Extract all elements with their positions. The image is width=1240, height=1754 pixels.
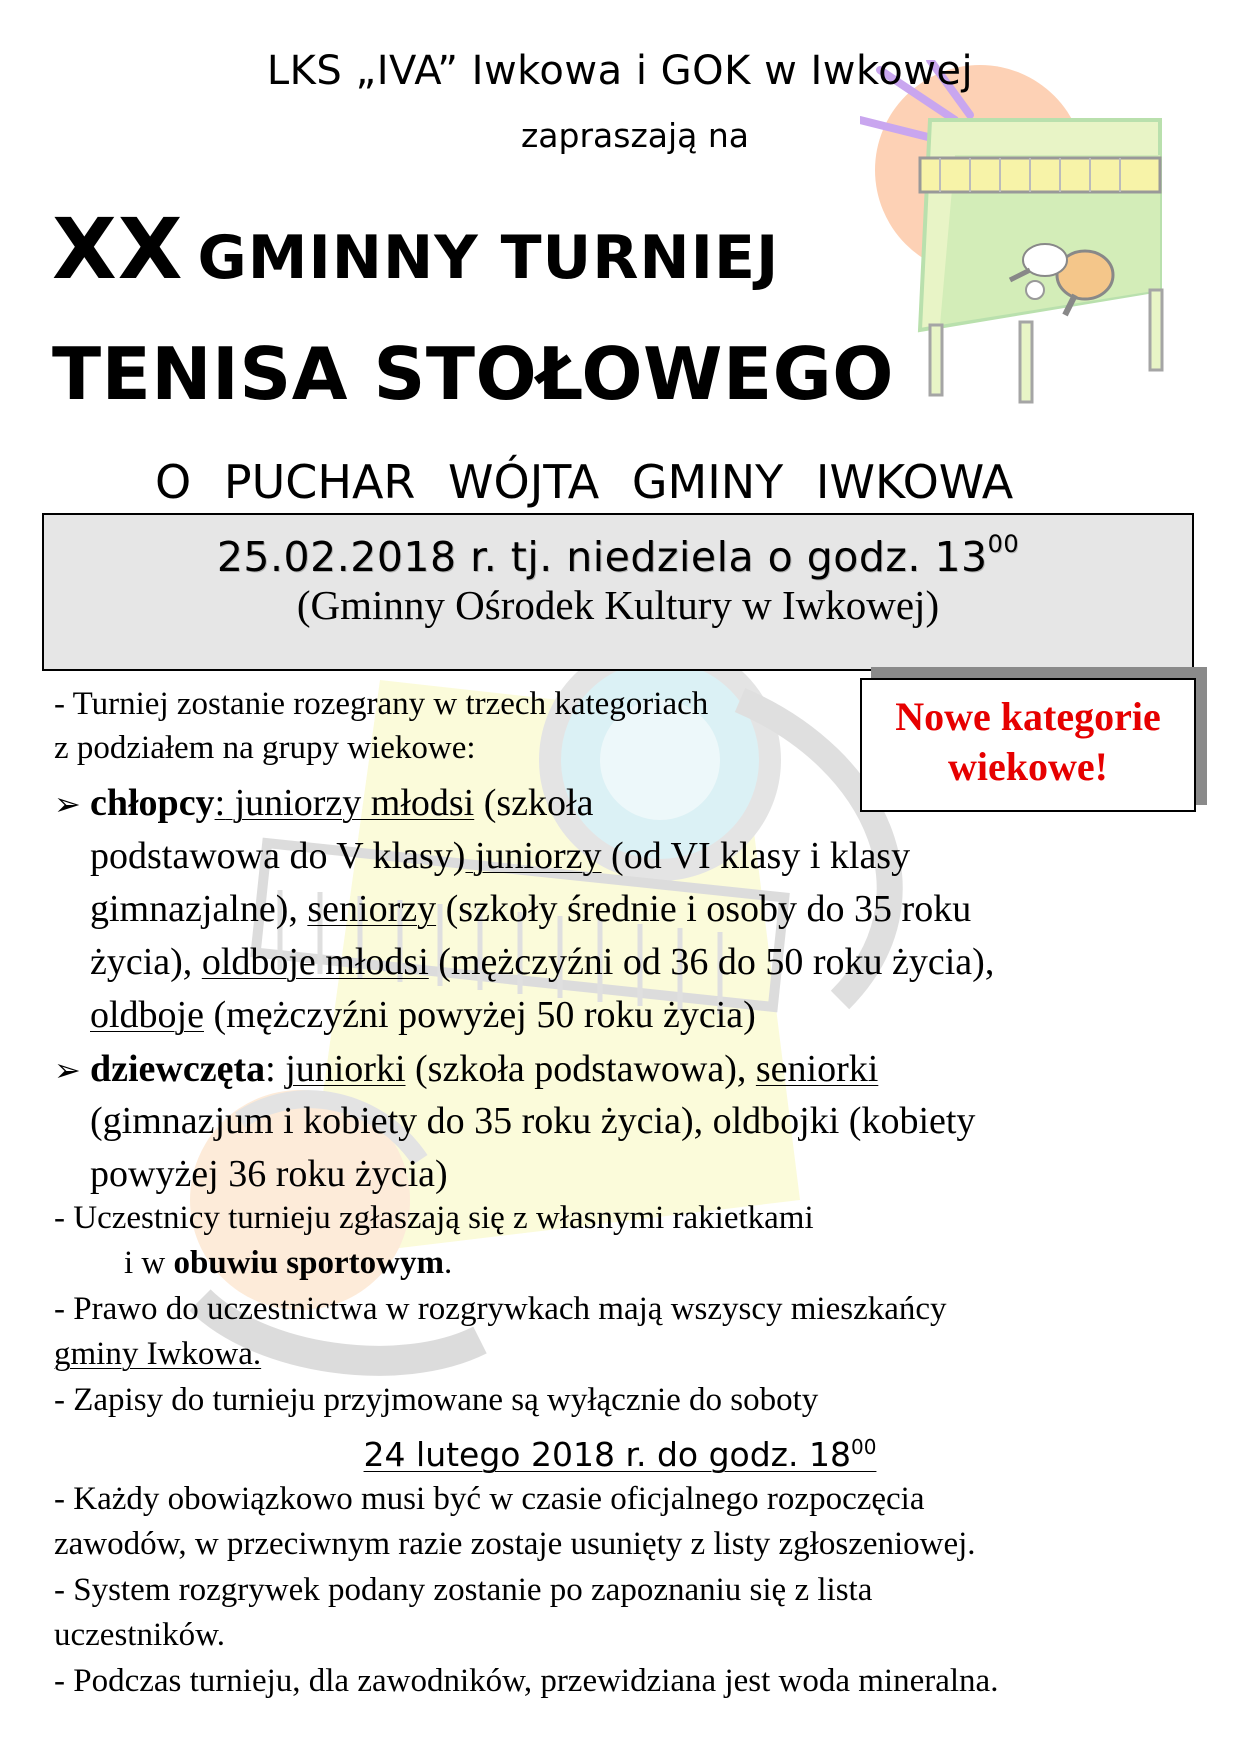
eligibility-line2: gminy Iwkowa. [54,1336,262,1372]
girls-line3: powyżej 36 roku życia) [90,1153,448,1195]
registration-deadline [0,1435,1240,1474]
event-venue: (Gminny Ośrodek Kultury w Iwkowej) [296,582,940,628]
title-edition-number: XX [52,200,184,298]
deadline-text: 24 lutego 2018 r. do godz. $18^{00}$ [363,1435,877,1474]
deadline-minutes: 00 [850,1435,877,1459]
title-text-line2: TENISA STOŁOWEGO [52,332,894,416]
title-text-line1: GMINNY TURNIEJ [197,223,780,293]
category-seniors-girls: seniorki [755,1048,879,1090]
category-juniors-young: juniorzy młodsi [225,782,475,824]
boys-line5: oldboje (mężczyźni powyżej 50 roku życia) [90,994,756,1036]
category-juniors: juniorzy [465,835,602,877]
equipment-line2: i w obuwiu sportowym. [124,1245,453,1281]
organizers-line: LKS „IVA” Iwkowa i GOK w Iwkowej [266,48,974,94]
equipment-line1: - Uczestnicy turnieju zgłaszają się z własnymi rakietkami [54,1200,814,1236]
category-oldboys: oldboje [90,994,204,1036]
boys-categories: ➢ chłopcy: juniorzy młodsi (szkoła [54,776,593,831]
event-date [44,530,1192,581]
callout-line1: Nowe kategorie [895,694,1161,739]
registration-line: - Zapisy do turnieju przyjmowane są wyłącznie do soboty [54,1382,819,1418]
date-venue-box [42,513,1194,671]
page-title [52,200,779,298]
sport-shoes-emphasis: obuwiu sportowym [173,1245,444,1281]
subtitle-cup: O PUCHAR WÓJTA GMINY IWKOWA [155,455,1014,509]
category-juniors-girls: juniorki [285,1048,406,1090]
attendance-line2: zawodów, w przeciwnym razie zostaje usunięty z listy zgłoszeniowej. [54,1526,976,1562]
category-oldboys-young: oldboje młodsi [201,941,429,983]
system-line1: - System rozgrywek podany zostanie po zapoznaniu się z lista [54,1572,873,1608]
eligibility-line1: - Prawo do uczestnictwa w rozgrywkach mają wszyscy mieszkańcy [54,1291,947,1327]
attendance-line1: - Każdy obowiązkowo musi być w czasie oficjalnego rozpoczęcia [54,1481,925,1517]
callout-line2: wiekowe! [948,744,1108,789]
event-time-minutes: 00 [987,530,1020,559]
rules-intro-line1: - Turniej zostanie rozegrany w trzech kategoriach [54,686,709,722]
girls-line2: (gimnazjum i kobiety do 35 roku życia), oldbojki (kobiety [90,1100,976,1142]
boys-line2: podstawowa do V klasy) juniorzy (od VI klasy i klasy [90,835,911,877]
boys-line3: gimnazjalne), seniorzy (szkoły średnie i osoby do 35 roku [90,888,972,930]
arrow-bullet-icon: ➢ [54,1051,81,1089]
invite-line: zapraszają na [520,116,750,155]
water-line: - Podczas turnieju, dla zawodników, przewidziana jest woda mineralna. [54,1663,999,1699]
boys-line4: życia), oldboje młodsi (mężczyźni od 36 do 50 roku życia), [90,941,995,983]
event-date-text: 25.02.2018 r. tj. niedziela o godz. 13 [216,533,988,581]
girls-label: dziewczęta [90,1048,266,1090]
category-seniors: seniorzy [307,888,437,930]
system-line2: uczestników. [54,1617,226,1653]
girls-categories: ➢ dziewczęta: juniorki (szkoła podstawowa), seniorki [54,1042,878,1097]
boys-label: chłopcy [90,782,215,824]
arrow-bullet-icon: ➢ [54,785,81,823]
rules-intro-line2: z podziałem na grupy wiekowe: [54,730,476,766]
new-categories-callout [860,678,1196,812]
ping-pong-table-icon [860,60,1180,420]
